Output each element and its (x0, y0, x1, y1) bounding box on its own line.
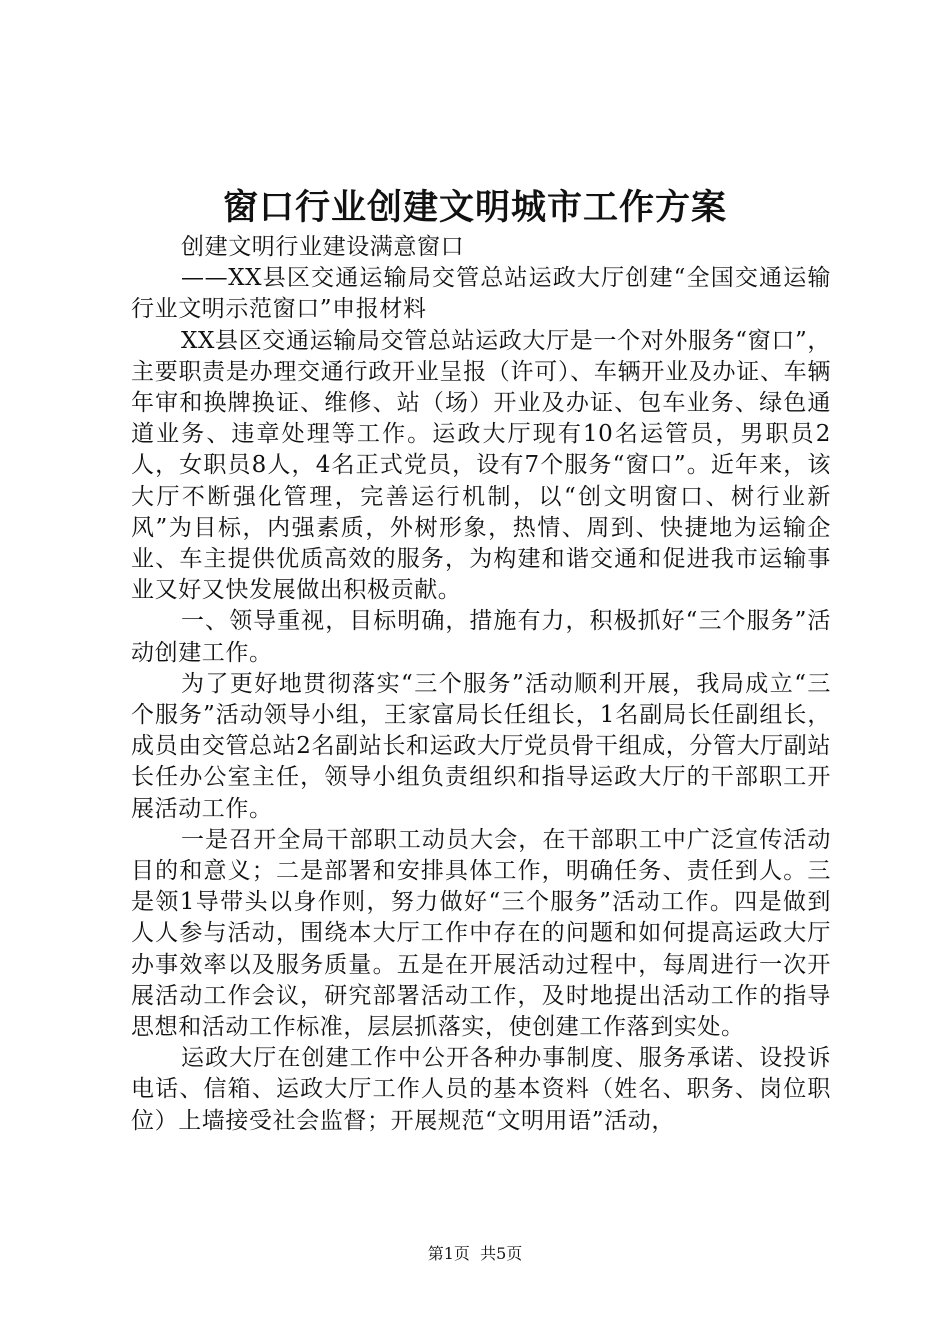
page-footer: 第1页 共5页 (427, 1244, 523, 1263)
subtitle-detail-paragraph: ——XX县区交通运输局交管总站运政大厅创建“全国交通运输行业文明示范窗口”申报材料 (131, 265, 831, 323)
body-paragraph: 运政大厅在创建工作中公开各种办事制度、服务承诺、设投诉电话、信箱、运政大厅工作人员的基本资料（姓名、职务、岗位职位）上墙接受社会监督；开展规范“文明用语”活动， (131, 1045, 831, 1134)
body-paragraph: 为了更好地贯彻落实“三个服务”活动顺利开展，我局成立“三个服务”活动领导小组，王家富局长任组长，1名副局长任副组长，成员由交管总站2名副站长和运政大厅党员骨干组成，分管大厅副站长任办公室主任，领导小组负责组织和指导运政大厅的干部职工开展活动工作。 (131, 670, 831, 822)
document-title: 窗口行业创建文明城市工作方案 (222, 187, 727, 228)
section-heading-paragraph: 一、领导重视，目标明确，措施有力，积极抓好“三个服务”活动创建工作。 (131, 608, 831, 666)
subtitle-paragraph: 创建文明行业建设满意窗口 (181, 234, 465, 260)
body-paragraph: XX县区交通运输局交管总站运政大厅是一个对外服务“窗口”，主要职责是办理交通行政开业呈报（许可）、车辆开业及办证、车辆年审和换牌换证、维修、站（场）开业及办证、包车业务、绿色通道业务、违章处理等工作。运政大厅现有10名运管员，男职员2人，女职员8人，4名正式党员，设有7个服务“窗口”。近年来，该大厅不断强化管理，完善运行机制，以“创文明窗口、树行业新风”为目标，内强素质，外树形象，热情、周到、快捷地为运输企业、车主提供优质高效的服务，为构建和谐交通和促进我市运输事业又好又快发展做出积极贡献。 (131, 327, 831, 604)
body-paragraph: 一是召开全局干部职工动员大会，在干部职工中广泛宣传活动目的和意义；二是部署和安排具体工作，明确任务、责任到人。三是领1导带头以身作则，努力做好“三个服务”活动工作。四是做到人人参与活动，围绕本大厅工作中存在的问题和如何提高运政大厅办事效率以及服务质量。五是在开展活动过程中，每周进行一次开展活动工作会议，研究部署活动工作，及时地提出活动工作的指导思想和活动工作标准，层层抓落实，使创建工作落到实处。 (131, 826, 831, 1041)
document-body (131, 232, 831, 1137)
